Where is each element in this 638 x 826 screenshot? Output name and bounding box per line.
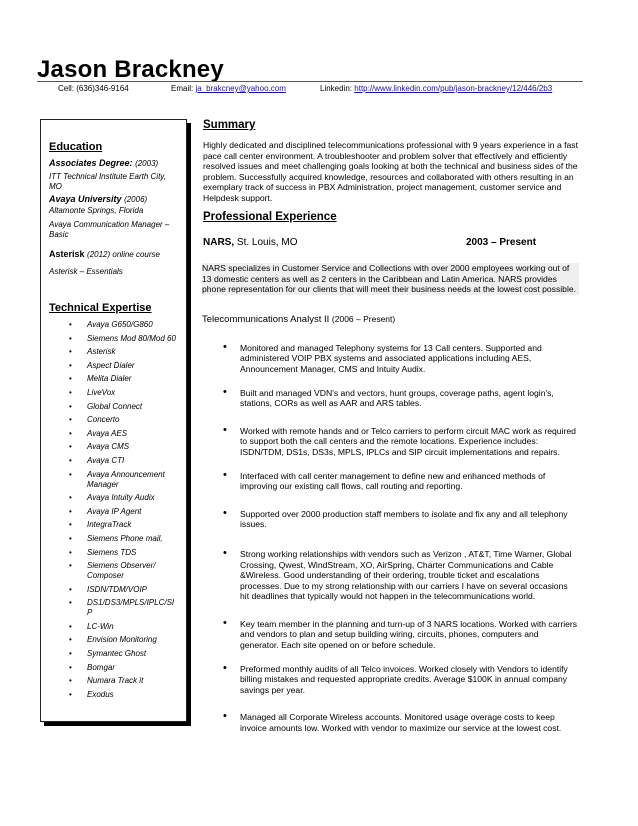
program-name: Avaya Communication Manager – Basic [49,220,170,239]
skill-item: • Siemens Mod 80/Mod 60 [49,334,181,344]
skill-item: • Siemens Observer/ Composer [49,561,181,581]
skill-item: • Avaya AES [49,429,181,439]
expertise-heading: Technical Expertise [49,302,152,314]
skill-item: • Envision Monitoring [49,635,181,645]
skill-item: • Asterisk [49,347,181,357]
employment-dates: 2003 – Present [466,237,537,248]
education-item [49,193,181,240]
duty-item: • Preformed monthly audits of all Telco invoices. Worked closely with Vendors to identify billing mistakes and requested appropriate credits. Average $100K in annual company savings per year. [202,664,579,696]
skill-item: • Symantec Ghost [49,649,181,659]
school-name: ITT Technical Institute Earth City, MO [49,172,166,191]
course-title: Asterisk [49,249,85,259]
skill-item: • Numara Track it [49,676,181,686]
skill-item: • Avaya Announcement Manager [49,470,181,490]
email-link[interactable]: ja_brakcney@yahoo.com [195,84,286,93]
duty-item: • Worked with remote hands and or Telco carriers to perform circuit MAC work as required to support both the call centers and the remote locations. Experience includes: ISDN/TDM, DS1s, DS3s, MPLS, IPLCs and SIP circuit implementations and repairs. [202,426,579,458]
education-heading: Education [49,141,103,153]
duty-item: • Interfaced with call center management to define new and enhanced methods of improving our existing call flows, call routing and reporting. [202,471,579,492]
summary-text: Highly dedicated and disciplined telecommunications professional with 9 years experience in a fast pace call center environment. A troubleshooter and problem solver that effectively and efficiently resolved issues and meet challenging goals looking at both the technical and business sides of the problem. Successfully acquired knowledge, resources and collaborated with others resulting in an exemplary track of success in PBX Administration, project management, customer service and Helpdesk support. [203,140,578,203]
skill-item: • Avaya IP Agent [49,507,181,517]
employer-row [203,237,580,249]
degree-title [49,193,181,206]
degree-title [49,157,181,170]
company-location: St. Louis, MO [236,237,298,248]
skill-item: • ISDN/TDM/VOIP [49,585,181,595]
duties-list [202,343,579,734]
skill-item: • LiveVox [49,388,181,398]
skill-item: • Avaya Intuity Audix [49,493,181,503]
degree-name: Associates Degree: [49,158,133,168]
candidate-name: Jason Brackney [37,56,224,83]
linkedin-link[interactable]: http://www.linkedin.com/pub/jason-brackney/12/446/2b3 [354,84,553,93]
skill-item: • Exodus [49,690,181,700]
duty-item: • Strong working relationships with vendors such as Verizon , AT&T, Time Warner, Global Crossing, Qwest, WindStream, XO, AirSpring, Charter Communications and Cable &Wireless. Good understanding of their ordering, trouble ticket and escalations processes. Due to my strong relationship with our carriers I have on several occasions hit deadlines that typically would not happen in the telecommunications world. [202,549,579,602]
experience-heading: Professional Experience [203,210,337,223]
degree-name: Avaya University [49,194,122,204]
skill-item: • Siemens Phone mail, [49,534,181,544]
skill-item: • Siemens TDS [49,548,181,558]
duty-item: • Key team member in the planning and turn-up of 3 NARS locations. Worked with carriers and vendors to plan and setup building wiring, circuits, phones, computers and generator. Each site opened on or before schedule. [202,619,579,651]
header-divider [37,81,583,82]
duty-item: • Supported over 2000 production staff members to isolate and fix any and all telephony issues. [202,509,579,530]
skill-item: • LC-Win [49,622,181,632]
skill-item: • Avaya CMS [49,442,181,452]
linkedin-line [320,84,552,94]
duty-item: • Monitored and managed Telephony systems for 13 Call centers. Supported and administered VOIP PBX systems and associated applications including AES, Announcement Manager, CMS and Intuity Audix. [202,343,579,375]
skill-item: • Aspect Dialer [49,361,181,371]
skill-item: • Bomgar [49,663,181,673]
course-year: (2012) online course [87,250,160,259]
company-name: NARS, [203,237,235,248]
skill-item: • Melita Dialer [49,374,181,384]
skill-item: • IntegraTrack [49,520,181,530]
skill-item: • Avaya G650/G860 [49,320,181,330]
duty-item: • Managed all Corporate Wireless accounts. Monitored usage overage costs to keep invoice amounts low. Worked with vendor to maximize our service at the lowest cost. [202,712,579,733]
school-name: Altamonte Springs, Florida [49,206,144,215]
skill-item: • Avaya CTI [49,456,181,466]
email-label: Email: [171,84,194,93]
main-content [203,118,580,224]
skill-item: • Concerto [49,415,181,425]
summary-heading: Summary [203,119,256,131]
asterisk-course [49,248,181,261]
cell-phone: Cell: (636)346-9164 [58,84,129,93]
role-years: (2006 – Present) [331,313,396,324]
company-description: NARS specializes in Customer Service and Collections with over 2000 employees working out of 13 domestic centers as well as 2 centers in the Caribbean and Latin America. NARS provides phone representation for our clients that will meet their business needs at the lowest cost possible. [202,263,579,295]
role-name: Telecommunications Analyst II [202,313,330,325]
sidebar [40,119,187,722]
course-detail: Asterisk – Essentials [49,267,123,276]
skills-list [49,320,181,700]
experience-body [202,263,579,734]
email-line [171,84,286,94]
skill-item: • DS1/DS3/MPLS/IPLC/SI P [49,598,181,618]
duty-item: • Built and managed VDN's and vectors, hunt groups, coverage paths, agent login's, stations, CORs as well as AAR and ARS tables. [202,388,579,409]
education-item [49,157,181,192]
job-title [202,313,579,326]
degree-year: (2003) [135,159,159,168]
linkedin-label: Linkedin: [320,84,353,93]
degree-year: (2006) [124,195,148,204]
skill-item: • Global Connect [49,402,181,412]
